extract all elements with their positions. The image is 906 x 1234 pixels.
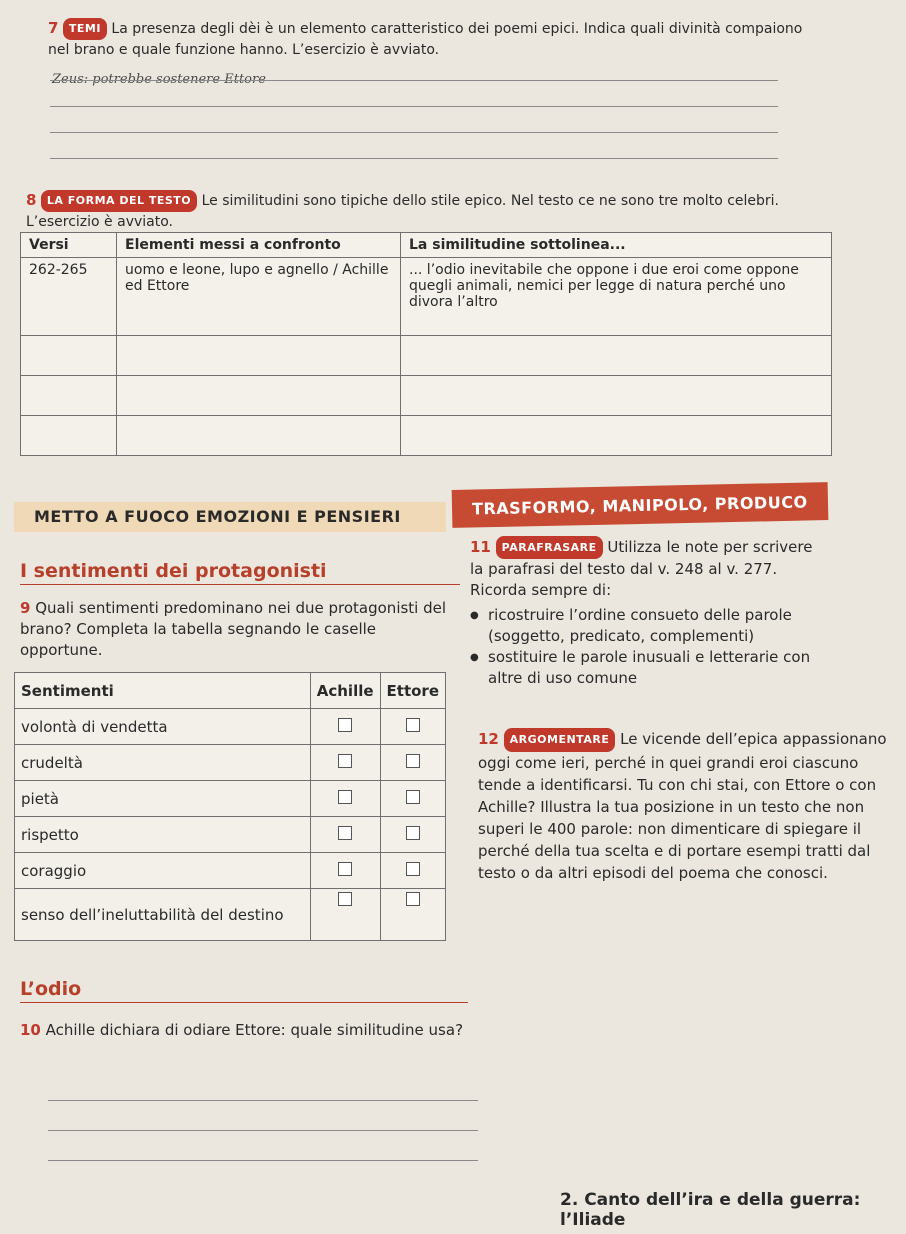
- checkbox[interactable]: [406, 826, 420, 840]
- exercise-11: [470, 536, 830, 689]
- checkbox[interactable]: [338, 826, 352, 840]
- bullet-item: ● sostituire le parole inusuali e letterarie con altre di uso comune: [470, 647, 830, 689]
- answer-line[interactable]: [50, 132, 778, 133]
- table-cell[interactable]: [21, 376, 117, 416]
- exercise-tag: LA FORMA DEL TESTO: [41, 190, 197, 212]
- table-cell[interactable]: [117, 416, 401, 456]
- sentimenti-table: [14, 672, 446, 941]
- exercise-text: Utilizza le note per scrivere la parafrasi del testo dal v. 248 al v. 277. Ricorda sempre di:: [470, 538, 813, 599]
- footer-chapter-title: 2. Canto dell’ira e della guerra: l’Iliade: [560, 1190, 861, 1230]
- exercise-9: [20, 598, 450, 661]
- table-row-label: rispetto: [15, 817, 311, 853]
- exercise-number: 12: [478, 730, 499, 748]
- checkbox[interactable]: [406, 790, 420, 804]
- checkbox[interactable]: [338, 790, 352, 804]
- checkbox[interactable]: [338, 862, 352, 876]
- answer-text: Zeus: potrebbe sostenere Ettore: [52, 72, 266, 87]
- exercise-number: 8: [26, 191, 37, 209]
- exercise-tag: TEMI: [63, 18, 107, 40]
- table-row-label: pietà: [15, 781, 311, 817]
- exercise-10: [20, 1016, 470, 1044]
- table-row-label: senso dell’ineluttabilità del destino: [15, 889, 311, 941]
- table-cell[interactable]: [117, 336, 401, 376]
- checkbox[interactable]: [338, 718, 352, 732]
- exercise-number: 11: [470, 538, 491, 556]
- bullet-item: ● ricostruire l’ordine consueto delle parole (soggetto, predicato, complementi): [470, 605, 830, 647]
- title-underline: [20, 1002, 468, 1003]
- exercise-text: Le vicende dell’epica appassionano oggi come ieri, perché in quei grandi eroi ciascuno tende a identificarsi. Tu con chi stai, con Ettore o con Achille? Illustra la tua posizione in un testo che non superi le 400 parole: non dimenticare di spiegare il perché della tua scelta e di portare esempi tratti dal testo o da altri episodi del poema che conosci.: [478, 730, 887, 882]
- answer-line[interactable]: [48, 1160, 478, 1161]
- table-cell[interactable]: [401, 376, 832, 416]
- checkbox[interactable]: [338, 892, 352, 906]
- section-title: I sentimenti dei protagonisti: [20, 560, 327, 582]
- table-cell: uomo e leone, lupo e agnello / Achille ed Ettore: [117, 258, 401, 336]
- table-row-label: crudeltà: [15, 745, 311, 781]
- exercise-number: 7: [48, 19, 59, 37]
- checkbox[interactable]: [406, 862, 420, 876]
- exercise-8: [26, 190, 826, 232]
- exercise-text: La presenza degli dèi è un elemento caratteristico dei poemi epici. Indica quali divinità compaiono nel brano e quale funzione hanno. L’esercizio è avviato.: [48, 21, 803, 58]
- answer-line[interactable]: [50, 158, 778, 159]
- exercise-number: 9: [20, 599, 31, 617]
- checkbox[interactable]: [406, 892, 420, 906]
- table-header: Ettore: [380, 673, 445, 709]
- section-banner-right: TRASFORMO, MANIPOLO, PRODUCO: [452, 482, 829, 528]
- table-cell[interactable]: [401, 416, 832, 456]
- table-cell: 262-265: [21, 258, 117, 336]
- checkbox[interactable]: [406, 754, 420, 768]
- exercise-12: [478, 728, 898, 884]
- table-cell[interactable]: [21, 416, 117, 456]
- answer-line[interactable]: [50, 80, 778, 81]
- table-header: Achille: [310, 673, 380, 709]
- answer-line[interactable]: [48, 1100, 478, 1101]
- table-cell[interactable]: [117, 376, 401, 416]
- section-title: L’odio: [20, 978, 82, 1000]
- exercise-number: 10: [20, 1021, 41, 1039]
- table-cell[interactable]: [21, 336, 117, 376]
- table-cell[interactable]: [401, 336, 832, 376]
- checkbox[interactable]: [338, 754, 352, 768]
- table-header: Elementi messi a confronto: [117, 233, 401, 258]
- checkbox[interactable]: [406, 718, 420, 732]
- exercise-tag: ARGOMENTARE: [504, 728, 616, 752]
- title-underline: [20, 584, 460, 585]
- table-header: Versi: [21, 233, 117, 258]
- table-cell: ... l’odio inevitabile che oppone i due eroi come oppone quegli animali, nemici per legge di natura perché uno divora l’altro: [401, 258, 832, 336]
- exercise-text: Le similitudini sono tipiche dello stile epico. Nel testo ce ne sono tre molto celebri. L’esercizio è avviato.: [26, 193, 779, 230]
- exercise-tag: PARAFRASARE: [496, 536, 603, 559]
- table-header: La similitudine sottolinea...: [401, 233, 832, 258]
- table-row-label: volontà di vendetta: [15, 709, 311, 745]
- exercise-text: Quali sentimenti predominano nei due protagonisti del brano? Completa la tabella segnando le caselle opportune.: [20, 599, 447, 659]
- exercise-text: Achille dichiara di odiare Ettore: quale similitudine usa?: [45, 1021, 464, 1039]
- answer-line[interactable]: [48, 1130, 478, 1131]
- table-row-label: coraggio: [15, 853, 311, 889]
- answer-line[interactable]: [50, 106, 778, 107]
- exercise-7: [48, 18, 828, 60]
- table-header: Sentimenti: [15, 673, 311, 709]
- similitudini-table: [20, 232, 832, 456]
- section-banner-left: METTO A FUOCO EMOZIONI E PENSIERI: [14, 502, 446, 532]
